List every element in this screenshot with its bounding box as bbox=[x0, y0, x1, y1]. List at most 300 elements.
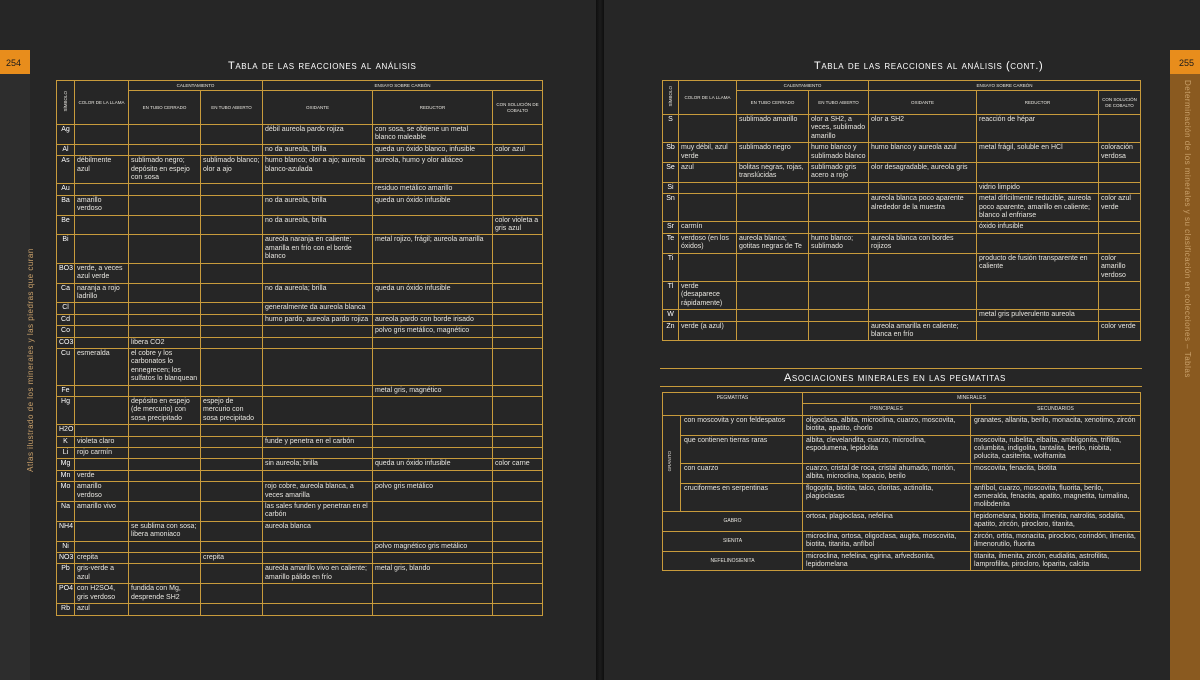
cell-reductor: polvo magnético gris metálico bbox=[373, 541, 493, 552]
cell-oxidante: sin aureola; brilla bbox=[263, 459, 373, 470]
pegmatitas-table bbox=[662, 392, 1141, 571]
cell-cerrado bbox=[129, 385, 201, 396]
cell-llama: crepita bbox=[75, 553, 129, 564]
cell-abierto bbox=[201, 564, 263, 584]
cell-reductor: vidrio limpido bbox=[977, 182, 1099, 193]
table-row bbox=[663, 511, 1141, 531]
cell-abierto bbox=[201, 470, 263, 481]
cell-abierto bbox=[809, 194, 869, 222]
cell-llama bbox=[75, 235, 129, 263]
cell-cerrado: fundida con Mg, desprende SH2 bbox=[129, 584, 201, 604]
table-row bbox=[57, 553, 543, 564]
table-row bbox=[57, 584, 543, 604]
cell-reductor bbox=[373, 553, 493, 564]
cell-abierto bbox=[201, 521, 263, 541]
header-calentamiento-r: CALENTAMIENTO bbox=[737, 81, 869, 91]
left-table-title: Tabla de las reacciones al análisis bbox=[228, 60, 417, 72]
cell-cobalto bbox=[493, 470, 543, 481]
cell-reductor: polvo gris metálico bbox=[373, 482, 493, 502]
cell-reductor: queda un óxido blanco, infusible bbox=[373, 144, 493, 155]
table-row bbox=[57, 348, 543, 385]
element-symbol: Pb bbox=[57, 564, 75, 584]
cell-abierto bbox=[809, 222, 869, 233]
cell-cobalto bbox=[1099, 115, 1141, 143]
element-symbol: Hg bbox=[57, 396, 75, 424]
cell-cobalto bbox=[493, 396, 543, 424]
table-row bbox=[663, 531, 1141, 551]
minerales-principales: microclina, ortosa, oligoclasa, augita, moscovita, biotita, titanita, anfíbol bbox=[803, 531, 971, 551]
element-symbol: BO3 bbox=[57, 263, 75, 283]
table-row bbox=[57, 521, 543, 541]
table-row bbox=[663, 415, 1141, 435]
cell-llama bbox=[75, 425, 129, 436]
cell-llama bbox=[75, 125, 129, 145]
cell-reductor: aureola pardo con borde irisado bbox=[373, 314, 493, 325]
element-symbol: Ag bbox=[57, 125, 75, 145]
right-table-title: Tabla de las reacciones al análisis (cont.) bbox=[814, 60, 1044, 72]
cell-llama bbox=[75, 314, 129, 325]
element-symbol: Ba bbox=[57, 195, 75, 215]
table-row bbox=[57, 303, 543, 314]
cell-llama bbox=[75, 521, 129, 541]
cell-oxidante: aureola blanca bbox=[263, 521, 373, 541]
header-cobalto-r: CON SOLUCIÓN DE COBALTO bbox=[1099, 91, 1141, 115]
cell-abierto bbox=[809, 281, 869, 309]
granito-text: GRANITO bbox=[667, 451, 672, 472]
table-row bbox=[663, 194, 1141, 222]
pegmatita-type: con cuarzo bbox=[681, 463, 803, 483]
cell-cerrado bbox=[129, 459, 201, 470]
cell-reductor: metal difícilmente reducible, aureola poco aparente, amarillo en caliente; blanco al enfriarse bbox=[977, 194, 1099, 222]
cell-reductor bbox=[373, 436, 493, 447]
header-color-llama: COLOR DE LA LLAMA bbox=[75, 81, 129, 125]
cell-abierto bbox=[201, 283, 263, 303]
header-tubo-abierto-r: EN TUBO ABIERTO bbox=[809, 91, 869, 115]
cell-abierto bbox=[201, 144, 263, 155]
cell-reductor bbox=[373, 215, 493, 235]
cell-oxidante: no da aureola, brilla bbox=[263, 215, 373, 235]
cell-cerrado bbox=[129, 482, 201, 502]
table-row bbox=[663, 143, 1141, 163]
cell-cerrado bbox=[129, 436, 201, 447]
minerales-secundarios: anfíbol, cuarzo, moscovita, fluorita, berilo, esmeralda, fenacita, apatito, magnetita, turmalina, molibdenita bbox=[971, 483, 1141, 511]
cell-llama bbox=[75, 337, 129, 348]
table-row bbox=[57, 326, 543, 337]
cell-oxidante: aureola naranja en caliente; amarilla en frío con el borde blanco bbox=[263, 235, 373, 263]
cell-abierto bbox=[201, 584, 263, 604]
cell-abierto bbox=[201, 385, 263, 396]
cell-oxidante bbox=[263, 396, 373, 424]
cell-oxidante: olor desagradable, aureola gris bbox=[869, 163, 977, 183]
cell-reductor bbox=[977, 321, 1099, 341]
cell-cobalto bbox=[1099, 222, 1141, 233]
cell-reductor: aureola, humo y olor aliáceo bbox=[373, 156, 493, 184]
cell-cobalto bbox=[493, 326, 543, 337]
cell-reductor bbox=[373, 604, 493, 615]
cell-oxidante bbox=[869, 253, 977, 281]
element-symbol: Fe bbox=[57, 385, 75, 396]
cell-oxidante: rojo cobre, aureola blanca, a veces amarilla bbox=[263, 482, 373, 502]
element-symbol: Au bbox=[57, 184, 75, 195]
cell-llama bbox=[75, 541, 129, 552]
cell-llama bbox=[679, 182, 737, 193]
cell-reductor: metal rojizo, frágil; aureola amarilla bbox=[373, 235, 493, 263]
cell-oxidante bbox=[263, 348, 373, 385]
header-simbolo: SÍMBOLO bbox=[57, 81, 75, 125]
element-symbol: NO3 bbox=[57, 553, 75, 564]
cell-abierto bbox=[201, 125, 263, 145]
cell-cerrado bbox=[737, 194, 809, 222]
cell-cerrado bbox=[129, 326, 201, 337]
cell-llama: con H2SO4, gris verdoso bbox=[75, 584, 129, 604]
table-row bbox=[57, 436, 543, 447]
reactions-table-left bbox=[56, 80, 543, 616]
header-cobalto: CON SOLUCIÓN DE COBALTO bbox=[493, 91, 543, 125]
header-color-llama-r: COLOR DE LA LLAMA bbox=[679, 81, 737, 115]
cell-llama: azul bbox=[75, 604, 129, 615]
table-row bbox=[663, 233, 1141, 253]
cell-cerrado bbox=[129, 564, 201, 584]
cell-cobalto bbox=[493, 348, 543, 385]
minerales-principales: oligoclasa, albita, microclina, cuarzo, moscovita, biotita, apatito, chorlo bbox=[803, 415, 971, 435]
cell-abierto: espejo de mercurio con sosa precipitado bbox=[201, 396, 263, 424]
cell-cerrado bbox=[737, 253, 809, 281]
cell-reductor bbox=[977, 281, 1099, 309]
table-row bbox=[663, 435, 1141, 463]
cell-cobalto bbox=[493, 482, 543, 502]
header-tubo-cerrado-r: EN TUBO CERRADO bbox=[737, 91, 809, 115]
cell-cobalto: color verde bbox=[1099, 321, 1141, 341]
cell-cerrado bbox=[129, 425, 201, 436]
element-symbol: Mn bbox=[57, 470, 75, 481]
cell-cerrado bbox=[129, 195, 201, 215]
cell-oxidante: no da aureola, brilla bbox=[263, 195, 373, 215]
cell-cerrado: sublimado negro; depósito en espejo con sosa bbox=[129, 156, 201, 184]
pegmatita-type: GABRO bbox=[663, 511, 803, 531]
cell-cerrado bbox=[129, 125, 201, 145]
cell-reductor bbox=[373, 584, 493, 604]
cell-cobalto bbox=[493, 604, 543, 615]
cell-cobalto bbox=[493, 337, 543, 348]
element-symbol: Ni bbox=[57, 541, 75, 552]
cell-abierto bbox=[201, 436, 263, 447]
cell-cerrado bbox=[737, 310, 809, 321]
cell-cobalto bbox=[493, 156, 543, 184]
cell-cerrado bbox=[129, 235, 201, 263]
cell-cobalto bbox=[493, 564, 543, 584]
cell-abierto bbox=[201, 195, 263, 215]
cell-cerrado bbox=[129, 448, 201, 459]
cell-llama: verde (a azul) bbox=[679, 321, 737, 341]
cell-cobalto: color azul verde bbox=[1099, 194, 1141, 222]
cell-cobalto bbox=[493, 263, 543, 283]
cell-reductor bbox=[373, 303, 493, 314]
cell-cobalto bbox=[493, 314, 543, 325]
cell-cerrado bbox=[737, 321, 809, 341]
cell-oxidante: humo blanco y aureola azul bbox=[869, 143, 977, 163]
table-row bbox=[57, 263, 543, 283]
table-row bbox=[57, 235, 543, 263]
cell-oxidante bbox=[263, 425, 373, 436]
minerales-principales: albita, clevelandita, cuarzo, microclina, espodumena, lepidolita bbox=[803, 435, 971, 463]
cell-cobalto bbox=[493, 425, 543, 436]
cell-reductor bbox=[373, 470, 493, 481]
cell-cobalto bbox=[493, 584, 543, 604]
table-row bbox=[57, 144, 543, 155]
element-symbol: Mo bbox=[57, 482, 75, 502]
cell-abierto bbox=[809, 182, 869, 193]
element-symbol: Sr bbox=[663, 222, 679, 233]
cell-oxidante bbox=[263, 553, 373, 564]
table-row bbox=[57, 184, 543, 195]
header-ensayo-r: ENSAYO SOBRE CARBÓN bbox=[869, 81, 1141, 91]
cell-cerrado: aureola blanca; gotitas negras de Te bbox=[737, 233, 809, 253]
cell-cerrado bbox=[129, 502, 201, 522]
cell-cobalto bbox=[1099, 310, 1141, 321]
cell-reductor: polvo gris metálico, magnético bbox=[373, 326, 493, 337]
cell-cerrado bbox=[129, 215, 201, 235]
cell-oxidante bbox=[263, 263, 373, 283]
cell-llama bbox=[75, 303, 129, 314]
element-symbol: CO3 bbox=[57, 337, 75, 348]
cell-llama bbox=[679, 253, 737, 281]
cell-llama: verde (desaparece rápidamente) bbox=[679, 281, 737, 309]
cell-cerrado: se sublima con sosa; libera amoniaco bbox=[129, 521, 201, 541]
element-symbol: S bbox=[663, 115, 679, 143]
cell-cobalto bbox=[493, 303, 543, 314]
element-symbol: NH4 bbox=[57, 521, 75, 541]
element-symbol: Bi bbox=[57, 235, 75, 263]
table-row bbox=[663, 321, 1141, 341]
cell-llama: verdoso (en los óxidos) bbox=[679, 233, 737, 253]
cell-llama: amarillo verdoso bbox=[75, 482, 129, 502]
cell-cobalto bbox=[493, 283, 543, 303]
cell-oxidante: olor a SH2 bbox=[869, 115, 977, 143]
table-row bbox=[57, 156, 543, 184]
header-secundarios: SECUNDARIOS bbox=[971, 404, 1141, 415]
header-oxidante: OXIDANTE bbox=[263, 91, 373, 125]
cell-cerrado: el cobre y los carbonatos lo ennegrecen; los sulfatos lo blanquean bbox=[129, 348, 201, 385]
cell-llama bbox=[75, 385, 129, 396]
cell-abierto bbox=[809, 310, 869, 321]
table-row bbox=[57, 470, 543, 481]
cell-cobalto bbox=[493, 502, 543, 522]
cell-cobalto bbox=[493, 184, 543, 195]
left-page bbox=[0, 0, 596, 680]
cell-reductor bbox=[373, 425, 493, 436]
cell-abierto bbox=[201, 326, 263, 337]
cell-llama: muy débil, azul verde bbox=[679, 143, 737, 163]
cell-cobalto: color azul bbox=[493, 144, 543, 155]
reactions-table-right bbox=[662, 80, 1141, 341]
cell-llama: carmín bbox=[679, 222, 737, 233]
header-principales: PRINCIPALES bbox=[803, 404, 971, 415]
table-row bbox=[663, 253, 1141, 281]
cell-reductor: queda un óxido infusible bbox=[373, 195, 493, 215]
table-row bbox=[663, 222, 1141, 233]
cell-oxidante bbox=[263, 337, 373, 348]
cell-reductor bbox=[977, 233, 1099, 253]
cell-cerrado bbox=[129, 553, 201, 564]
cell-oxidante bbox=[869, 281, 977, 309]
cell-reductor bbox=[373, 502, 493, 522]
cell-cobalto: color carne bbox=[493, 459, 543, 470]
element-symbol: Mg bbox=[57, 459, 75, 470]
left-side-title: Atlas ilustrado de los minerales y las piedras que curan bbox=[26, 248, 35, 472]
cell-cerrado bbox=[737, 182, 809, 193]
element-symbol: Cd bbox=[57, 314, 75, 325]
cell-reductor: óxido infusible bbox=[977, 222, 1099, 233]
element-symbol: Co bbox=[57, 326, 75, 337]
table-row bbox=[57, 337, 543, 348]
table-row bbox=[57, 195, 543, 215]
table-row bbox=[57, 215, 543, 235]
cell-abierto: sublimado blanco; olor a ajo bbox=[201, 156, 263, 184]
cell-oxidante bbox=[263, 470, 373, 481]
cell-cobalto: color violeta a gris azul bbox=[493, 215, 543, 235]
cell-cobalto bbox=[493, 521, 543, 541]
cell-abierto bbox=[201, 459, 263, 470]
cell-reductor: reacción de hépar bbox=[977, 115, 1099, 143]
header-tubo-cerrado: EN TUBO CERRADO bbox=[129, 91, 201, 125]
cell-abierto: sublimado gris acero a rojo bbox=[809, 163, 869, 183]
cell-oxidante: humo pardo, aureola pardo rojiza bbox=[263, 314, 373, 325]
cell-llama: rojo carmín bbox=[75, 448, 129, 459]
cell-oxidante bbox=[263, 541, 373, 552]
header-oxidante-r: OXIDANTE bbox=[869, 91, 977, 115]
cell-llama bbox=[75, 215, 129, 235]
cell-abierto bbox=[201, 184, 263, 195]
table-row bbox=[57, 448, 543, 459]
cell-reductor: residuo metálico amarillo bbox=[373, 184, 493, 195]
cell-cobalto bbox=[1099, 233, 1141, 253]
cell-cerrado bbox=[129, 144, 201, 155]
table-row bbox=[663, 463, 1141, 483]
cell-abierto bbox=[201, 541, 263, 552]
cell-oxidante: aureola amarilla en caliente; blanca en frío bbox=[869, 321, 977, 341]
cell-llama: violeta claro bbox=[75, 436, 129, 447]
element-symbol: Sb bbox=[663, 143, 679, 163]
element-symbol: Tl bbox=[663, 281, 679, 309]
element-symbol: K bbox=[57, 436, 75, 447]
cell-reductor: metal gris, blando bbox=[373, 564, 493, 584]
table-row bbox=[663, 551, 1141, 571]
element-symbol: Si bbox=[663, 182, 679, 193]
pegmatita-type: cruciformes en serpentinas bbox=[681, 483, 803, 511]
cell-cobalto bbox=[493, 125, 543, 145]
element-symbol: Zn bbox=[663, 321, 679, 341]
cell-cerrado bbox=[129, 314, 201, 325]
table-row bbox=[57, 425, 543, 436]
cell-abierto bbox=[201, 502, 263, 522]
cell-cerrado bbox=[129, 470, 201, 481]
cell-llama: naranja a rojo ladrillo bbox=[75, 283, 129, 303]
cell-cerrado bbox=[129, 303, 201, 314]
cell-oxidante: generalmente da aureola blanca bbox=[263, 303, 373, 314]
minerales-secundarios: granates, allanita, berilo, monacita, xenotimo, zircón bbox=[971, 415, 1141, 435]
cell-oxidante bbox=[263, 448, 373, 459]
pegmatitas-title: Asociaciones minerales en las pegmatitas bbox=[784, 372, 1006, 384]
cell-reductor bbox=[373, 337, 493, 348]
cell-oxidante: las sales funden y penetran en el carbón bbox=[263, 502, 373, 522]
section-rule-bottom bbox=[660, 386, 1142, 387]
cell-reductor bbox=[373, 348, 493, 385]
cell-reductor bbox=[373, 396, 493, 424]
cell-oxidante bbox=[263, 184, 373, 195]
cell-cobalto: color amarillo verdoso bbox=[1099, 253, 1141, 281]
cell-llama: verde, a veces azul verde bbox=[75, 263, 129, 283]
element-symbol: Se bbox=[663, 163, 679, 183]
cell-abierto bbox=[201, 337, 263, 348]
cell-reductor bbox=[373, 448, 493, 459]
element-symbol: PO4 bbox=[57, 584, 75, 604]
element-symbol: Be bbox=[57, 215, 75, 235]
cell-oxidante: funde y penetra en el carbón bbox=[263, 436, 373, 447]
granito-label bbox=[663, 415, 681, 511]
cell-abierto bbox=[201, 263, 263, 283]
cell-cerrado: bolitas negras, rojas, translúcidas bbox=[737, 163, 809, 183]
header-tubo-abierto: EN TUBO ABIERTO bbox=[201, 91, 263, 125]
header-reductor: REDUCTOR bbox=[373, 91, 493, 125]
cell-llama: amarillo vivo bbox=[75, 502, 129, 522]
cell-abierto bbox=[201, 348, 263, 385]
element-symbol: Ti bbox=[663, 253, 679, 281]
cell-abierto bbox=[201, 215, 263, 235]
cell-llama bbox=[75, 326, 129, 337]
cell-abierto bbox=[201, 235, 263, 263]
cell-llama: verde bbox=[75, 470, 129, 481]
element-symbol: Al bbox=[57, 144, 75, 155]
minerales-secundarios: moscovita, rubelita, elbaíta, ambligonita, trifilita, columbita, indigolita, tantalita, berilo, niobita, polucita, casiterita, wolframita bbox=[971, 435, 1141, 463]
cell-cobalto bbox=[493, 553, 543, 564]
cell-llama bbox=[679, 115, 737, 143]
section-rule-top bbox=[660, 368, 1142, 369]
minerales-principales: flogopita, biotita, talco, cloritas, actinolita, plagioclasas bbox=[803, 483, 971, 511]
cell-oxidante: aureola blanca con bordes rojizos bbox=[869, 233, 977, 253]
element-symbol: Ca bbox=[57, 283, 75, 303]
pegmatita-type: SIENITA bbox=[663, 531, 803, 551]
header-reductor-r: REDUCTOR bbox=[977, 91, 1099, 115]
cell-oxidante: humo blanco; olor a ajo; aureola blanco-azulada bbox=[263, 156, 373, 184]
element-symbol: As bbox=[57, 156, 75, 184]
cell-llama bbox=[75, 396, 129, 424]
cell-llama bbox=[75, 184, 129, 195]
cell-reductor: producto de fusión transparente en caliente bbox=[977, 253, 1099, 281]
cell-cerrado bbox=[129, 604, 201, 615]
cell-abierto: humo blanco y sublimado blanco bbox=[809, 143, 869, 163]
minerales-principales: cuarzo, cristal de roca, cristal ahumado, morión, albita, microclina, topacio, berilo bbox=[803, 463, 971, 483]
table-row bbox=[57, 283, 543, 303]
minerales-secundarios: lepidomelana, biotita, ilmenita, natrolita, sodalita, apatito, zircón, pirocloro, titanita, bbox=[971, 511, 1141, 531]
cell-abierto bbox=[201, 448, 263, 459]
table-row bbox=[663, 483, 1141, 511]
cell-llama: amarillo verdoso bbox=[75, 195, 129, 215]
element-symbol: Rb bbox=[57, 604, 75, 615]
cell-cobalto bbox=[493, 235, 543, 263]
table-row bbox=[663, 182, 1141, 193]
cell-oxidante bbox=[869, 182, 977, 193]
right-side-title: Determinación de los minerales y su clasificación en colecciones – Tablas bbox=[1183, 80, 1192, 378]
cell-abierto bbox=[201, 314, 263, 325]
cell-llama: débilmente azul bbox=[75, 156, 129, 184]
cell-cobalto bbox=[1099, 163, 1141, 183]
cell-reductor: queda un óxido infusible bbox=[373, 459, 493, 470]
pegmatita-type: que contienen tierras raras bbox=[681, 435, 803, 463]
cell-cobalto: coloración verdosa bbox=[1099, 143, 1141, 163]
cell-cerrado: sublimado negro bbox=[737, 143, 809, 163]
table-row bbox=[57, 125, 543, 145]
minerales-principales: microclina, nefelina, egirina, arfvedsonita, lepidomelana bbox=[803, 551, 971, 571]
